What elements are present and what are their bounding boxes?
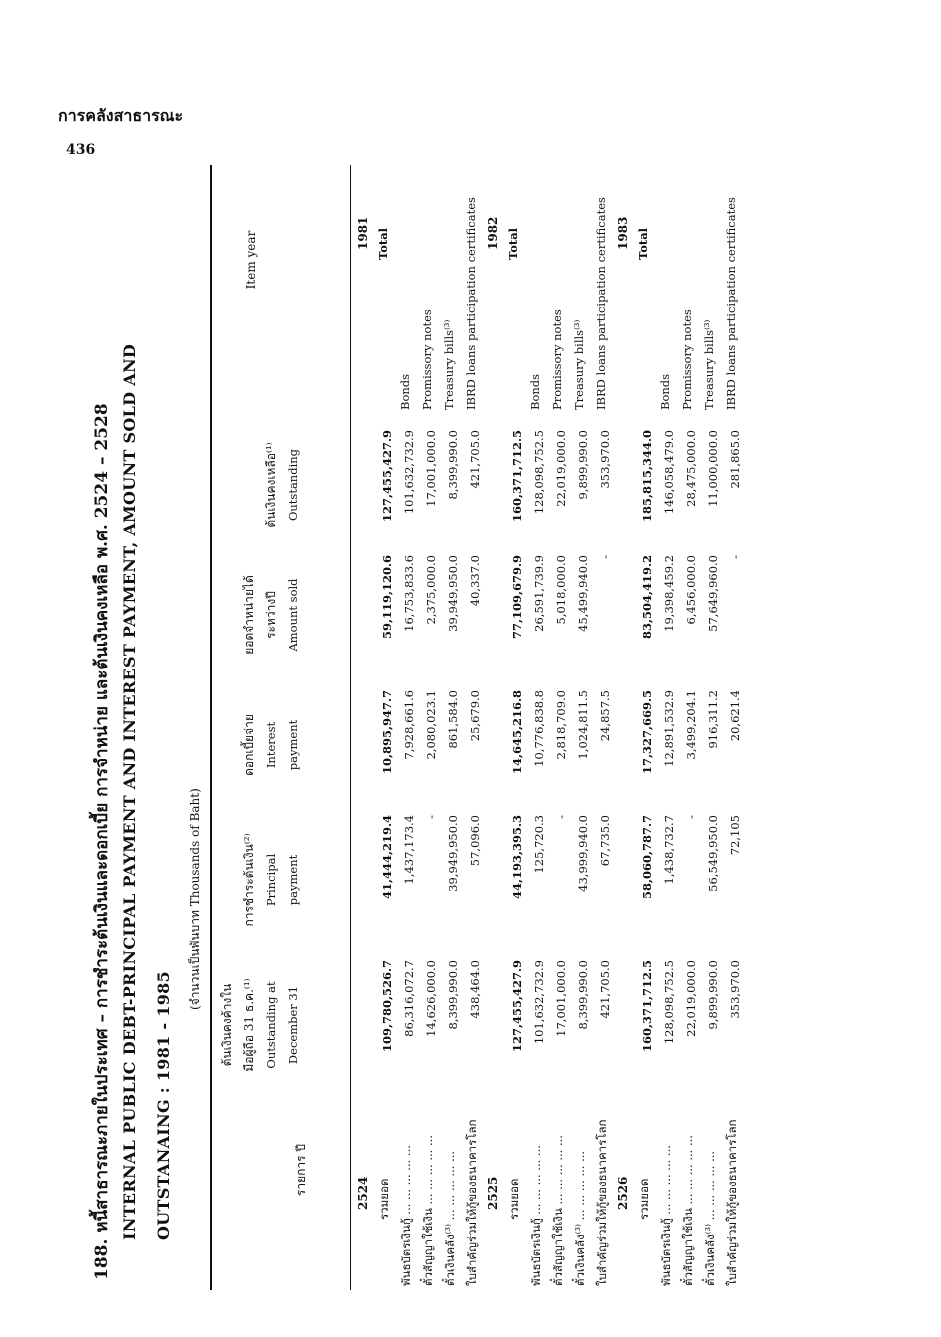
- table-title-english-2: OUTSTANAING : 1981 - 1985: [154, 971, 173, 1240]
- year-label-english: 1983: [616, 216, 630, 250]
- table-cell: 14,626,000.0: [424, 960, 438, 1037]
- table-cell: 2,375,000.0: [424, 555, 438, 625]
- table-cell: 72,105: [728, 815, 742, 856]
- table-cell: 5,018,000.0: [554, 555, 568, 625]
- row-label-thai: ตั๋วเงินคลัง⁽³⁾ ... ... ... ... ...: [573, 1150, 587, 1286]
- row-label-thai: ตั๋วเงินคลัง⁽³⁾ ... ... ... ... ...: [443, 1150, 457, 1286]
- table-cell: 39,949,950.0: [446, 815, 460, 892]
- table-cell: 14,645,216.8: [510, 690, 524, 775]
- table-cell: -: [598, 555, 612, 559]
- table-cell: 57,649,960.0: [706, 555, 720, 632]
- table-cell: 101,632,732.9: [532, 960, 546, 1045]
- table-cell: 8,399,990.0: [446, 430, 460, 500]
- table-cell: 127,455,427.9: [380, 430, 394, 523]
- table-cell: 40,337.0: [468, 555, 482, 607]
- row-label-english: Promissory notes: [420, 309, 434, 410]
- row-label-thai: ตั๋วเงินคลัง⁽³⁾ ... ... ... ... ...: [703, 1150, 717, 1286]
- table-cell: 57,096.0: [468, 815, 482, 867]
- table-cell: 25,679.0: [468, 690, 482, 742]
- table-cell: 1,437,173.4: [402, 815, 416, 885]
- table-cell: 109,780,526.7: [380, 960, 394, 1053]
- header-item-english: Item year: [244, 230, 258, 290]
- table-cell: 9,899,990.0: [576, 430, 590, 500]
- table-cell: 12,891,532.9: [662, 690, 676, 767]
- table-cell: 83,504,419.2: [640, 555, 654, 640]
- table-cell: 17,001,000.0: [554, 960, 568, 1037]
- table-cell: 185,815,344.0: [640, 430, 654, 523]
- year-label-english: 1982: [486, 216, 500, 250]
- table-cell: 421,705.0: [468, 430, 482, 489]
- row-label-thai: ใบสำคัญร่วมให้กู้ของธนาคารโลก: [465, 1119, 479, 1286]
- table-cell: 45,499,940.0: [576, 555, 590, 632]
- row-label-thai: ตั๋วสัญญาใช้เงิน ... ... ... ... ...: [421, 1135, 435, 1286]
- table-cell: 1,024,811.5: [576, 690, 590, 760]
- row-label-thai: ใบสำคัญร่วมให้กู้ของธนาคารโลก: [595, 1119, 609, 1286]
- header-rule: [350, 165, 351, 1290]
- row-label-english: IBRD loans participation certificates: [724, 197, 738, 410]
- row-label-english: Treasury bills⁽³⁾: [572, 319, 586, 410]
- table-cell: 438,464.0: [468, 960, 482, 1019]
- table-cell: 125,720.3: [532, 815, 546, 874]
- table-cell: 39,949,950.0: [446, 555, 460, 632]
- row-label-english: Treasury bills⁽³⁾: [442, 319, 456, 410]
- table-cell: 9,899,990.0: [706, 960, 720, 1030]
- table-cell: 16,753,833.6: [402, 555, 416, 632]
- table-cell: 24,857.5: [598, 690, 612, 742]
- table-cell: 22,019,000.0: [684, 960, 698, 1037]
- table-cell: 421,705.0: [598, 960, 612, 1019]
- table-cell: 77,109,679.9: [510, 555, 524, 640]
- row-label-english: Total: [636, 227, 650, 260]
- table-cell: 353,970.0: [598, 430, 612, 489]
- table-cell: 128,098,752.5: [662, 960, 676, 1045]
- table-cell: 41,444,219.4: [380, 815, 394, 900]
- row-label-thai: รวมยอด: [637, 1178, 651, 1220]
- table-cell: 8,399,990.0: [576, 960, 590, 1030]
- table-cell: 44,193,395.3: [510, 815, 524, 900]
- table-cell: 28,475,000.0: [684, 430, 698, 507]
- header-principal: การชำระต้นเงิน⁽²⁾ Principal payment: [242, 833, 300, 927]
- header-item-thai: รายการ ปี: [294, 1143, 308, 1197]
- table-cell: 2,080,023.1: [424, 690, 438, 760]
- table-cell: 7,928,661.6: [402, 690, 416, 760]
- row-label-english: Total: [376, 227, 390, 260]
- table-cell: 10,776,838.8: [532, 690, 546, 767]
- header-amount-sold: ยอดจำหน่ายได้ ระหว่างปี Amount sold: [242, 575, 300, 655]
- row-label-english: IBRD loans participation certificates: [594, 197, 608, 410]
- table-cell: 22,019,000.0: [554, 430, 568, 507]
- row-label-thai: ตั๋วสัญญาใช้เงิน ... ... ... ... ...: [681, 1135, 695, 1286]
- table-cell: 17,327,669.5: [640, 690, 654, 775]
- row-label-thai: ตั๋วสัญญาใช้เงิน ... ... ... ... ...: [551, 1135, 565, 1286]
- top-rule: [210, 165, 212, 1290]
- table-cell: 10,895,947.7: [380, 690, 394, 775]
- row-label-english: Bonds: [528, 373, 542, 410]
- table-cell: 67,735.0: [598, 815, 612, 867]
- table-cell: 2,818,709.0: [554, 690, 568, 760]
- table-cell: 1,438,732.7: [662, 815, 676, 885]
- table-cell: 17,001,000.0: [424, 430, 438, 507]
- row-label-english: Bonds: [658, 373, 672, 410]
- header-outstanding-start: ต้นเงินคงค้างใน มือผู้ถือ 31 ธ.ค.⁽¹⁾ Outstanding at December 31: [220, 978, 300, 1072]
- table-cell: 56,549,950.0: [706, 815, 720, 892]
- row-label-thai: พันธบัตรเงินกู้ ... ... ... ... ...: [399, 1145, 413, 1286]
- table-title-english: INTERNAL PUBLIC DEBT-PRINCIPAL PAYMENT AND INTEREST PAYMENT, AMOUNT SOLD AND: [120, 343, 139, 1240]
- year-label-thai: 2525: [486, 1176, 500, 1210]
- row-label-english: IBRD loans participation certificates: [464, 197, 478, 410]
- unit-note: (จำนวนเป็นพันบาท Thousands of Baht): [188, 788, 202, 1010]
- row-label-english: Treasury bills⁽³⁾: [702, 319, 716, 410]
- table-cell: 101,632,732.9: [402, 430, 416, 515]
- table-cell: 861,584.0: [446, 690, 460, 749]
- table-cell: 353,970.0: [728, 960, 742, 1019]
- row-label-thai: รวมยอด: [377, 1178, 391, 1220]
- year-label-thai: 2526: [616, 1176, 630, 1210]
- table-cell: 58,060,787.7: [640, 815, 654, 900]
- table-cell: 20,621.4: [728, 690, 742, 742]
- row-label-english: Promissory notes: [680, 309, 694, 410]
- row-label-thai: รวมยอด: [507, 1178, 521, 1220]
- year-label-english: 1981: [356, 216, 370, 250]
- table-cell: 26,591,739.9: [532, 555, 546, 632]
- table-cell: -: [554, 815, 568, 819]
- table-cell: 281,865.0: [728, 430, 742, 489]
- table-cell: 6,456,000.0: [684, 555, 698, 625]
- table-cell: 146,058,479.0: [662, 430, 676, 515]
- row-label-thai: พันธบัตรเงินกู้ ... ... ... ... ...: [529, 1145, 543, 1286]
- table-cell: 11,000,000.0: [706, 430, 720, 507]
- header-outstanding-end: ต้นเงินคงเหลือ⁽¹⁾ Outstanding: [264, 442, 300, 528]
- year-label-thai: 2524: [356, 1176, 370, 1210]
- table-cell: 916,311.2: [706, 690, 720, 749]
- row-label-english: Bonds: [398, 373, 412, 410]
- page-number: 436: [66, 142, 96, 158]
- table-cell: 8,399,990.0: [446, 960, 460, 1030]
- table-cell: 128,098,752.5: [532, 430, 546, 515]
- table-cell: -: [728, 555, 742, 559]
- table-cell: 43,999,940.0: [576, 815, 590, 892]
- section-header: การคลังสาธารณะ: [58, 106, 184, 125]
- table-cell: 160,371,712.5: [640, 960, 654, 1053]
- table-cell: 160,371,712.5: [510, 430, 524, 523]
- table-title-thai: 188. หนี้สาธารณะภายในประเทศ – การชำระต้นเงินและดอกเบี้ย การจำหน่าย และต้นเงินคงเหลือ พ.ศ. 2524 – 2528: [92, 403, 112, 1280]
- row-label-thai: ใบสำคัญร่วมให้กู้ของธนาคารโลก: [725, 1119, 739, 1286]
- table-cell: 3,499,204.1: [684, 690, 698, 760]
- rotated-table-page: [88, 165, 778, 1290]
- table-cell: -: [684, 815, 698, 819]
- table-cell: 59,119,120.6: [380, 555, 394, 640]
- table-cell: 127,455,427.9: [510, 960, 524, 1053]
- row-label-thai: พันธบัตรเงินกู้ ... ... ... ... ...: [659, 1145, 673, 1286]
- row-label-english: Promissory notes: [550, 309, 564, 410]
- header-interest: ดอกเบี้ยจ่าย Interest payment: [242, 714, 300, 776]
- table-cell: -: [424, 815, 438, 819]
- row-label-english: Total: [506, 227, 520, 260]
- table-cell: 86,316,072.7: [402, 960, 416, 1037]
- table-cell: 19,398,459.2: [662, 555, 676, 632]
